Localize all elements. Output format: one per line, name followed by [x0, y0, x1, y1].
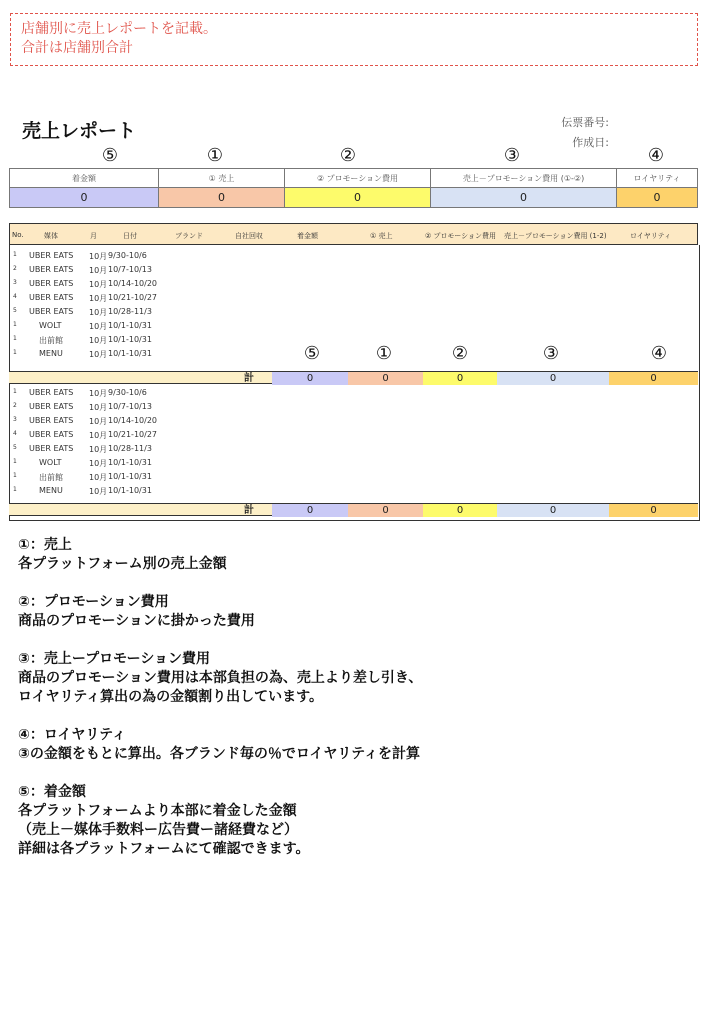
total2-promotion: 0 — [423, 504, 497, 517]
row-no: 1 — [13, 349, 17, 356]
row-month: 10月 — [89, 294, 108, 303]
row-date: 10/1-10/31 — [108, 349, 152, 358]
summary-marker-1: ① — [206, 145, 224, 166]
table-row — [9, 277, 698, 290]
row-date: 9/30-10/6 — [108, 388, 147, 397]
table-row — [9, 442, 698, 455]
row-no: 1 — [13, 335, 17, 342]
row-no: 1 — [13, 472, 17, 479]
row-month: 10月 — [89, 389, 108, 398]
row-month: 10月 — [89, 487, 108, 496]
row-no: 3 — [13, 279, 17, 286]
row-media: UBER EATS — [29, 402, 74, 411]
row-date: 10/7-10/13 — [108, 265, 152, 274]
table-row — [9, 305, 698, 318]
table-row — [9, 470, 698, 483]
row-media: UBER EATS — [29, 251, 74, 260]
row-month: 10月 — [89, 431, 108, 440]
row-date: 10/1-10/31 — [108, 321, 152, 330]
summary-table — [9, 168, 698, 208]
row-media: WOLT — [39, 458, 62, 467]
legend-text: ③の金額をもとに算出。各ブランド毎の％でロイヤリティを計算 — [18, 746, 421, 762]
legend-item — [18, 783, 422, 859]
total1-deposit: 0 — [272, 372, 348, 385]
total1-royalty: 0 — [609, 372, 698, 385]
table-row — [9, 263, 698, 276]
legend-text: 詳細は各プラットフォームにて確認できます。 — [18, 841, 310, 857]
col-month: 月 — [90, 232, 97, 240]
legend-heading: ⑤：着金額 — [18, 784, 86, 800]
total2-sales: 0 — [348, 504, 423, 517]
total1-sales: 0 — [348, 372, 423, 385]
table-row — [9, 333, 698, 346]
row-date: 10/21-10/27 — [108, 293, 157, 302]
row-media: 出前館 — [39, 336, 63, 345]
row-no: 3 — [13, 416, 17, 423]
row-date: 10/7-10/13 — [108, 402, 152, 411]
row-media: UBER EATS — [29, 279, 74, 288]
row-date: 10/28-11/3 — [108, 307, 152, 316]
row-no: 1 — [13, 486, 17, 493]
total-label-1: 計 — [244, 373, 254, 384]
summary-value-net: 0 — [431, 188, 617, 208]
table-row — [9, 456, 698, 469]
summary-marker-4: ④ — [647, 145, 665, 166]
row-month: 10月 — [89, 445, 108, 454]
row-no: 1 — [13, 458, 17, 465]
row-month: 10月 — [89, 403, 108, 412]
col-net: 売上－プロモーション費用 (1-2) — [504, 232, 607, 240]
summary-marker-5: ⑤ — [101, 145, 119, 166]
row-date: 10/21-10/27 — [108, 430, 157, 439]
row-month: 10月 — [89, 350, 108, 359]
row-no: 5 — [13, 444, 17, 451]
row-date: 10/28-11/3 — [108, 444, 152, 453]
row-date: 10/1-10/31 — [108, 335, 152, 344]
row-date: 10/14-10/20 — [108, 416, 157, 425]
row-month: 10月 — [89, 459, 108, 468]
legend-item — [18, 726, 422, 764]
row-no: 2 — [13, 402, 17, 409]
row-no: 1 — [13, 321, 17, 328]
row-media: MENU — [39, 486, 63, 495]
legend-heading: ④：ロイヤリティ — [18, 727, 127, 743]
detail-table-header — [9, 223, 698, 245]
report-title: 売上レポート — [22, 120, 137, 142]
row-media: UBER EATS — [29, 388, 74, 397]
legend-text: 各プラットフォーム別の売上金額 — [18, 556, 227, 572]
row-date: 10/1-10/31 — [108, 472, 152, 481]
detail-marker-5: ⑤ — [303, 343, 321, 364]
row-media: 出前館 — [39, 473, 63, 482]
table-row — [9, 428, 698, 441]
detail-marker-3: ③ — [542, 343, 560, 364]
total2-net: 0 — [497, 504, 609, 517]
summary-value-sales: 0 — [159, 188, 285, 208]
legend-item — [18, 650, 422, 707]
col-deposit: 着金額 — [297, 232, 318, 240]
total-label-2: 計 — [244, 505, 254, 516]
total2-deposit: 0 — [272, 504, 348, 517]
legend-notes — [18, 536, 422, 878]
summary-header-deposit: 着金額 — [10, 169, 159, 188]
row-month: 10月 — [89, 252, 108, 261]
col-media: 媒体 — [44, 232, 58, 240]
row-month: 10月 — [89, 473, 108, 482]
summary-header-net: 売上－プロモーション費用 (①-②) — [431, 169, 617, 188]
slip-number-label: 伝票番号: — [561, 116, 609, 129]
table-row — [9, 484, 698, 497]
row-month: 10月 — [89, 280, 108, 289]
legend-text: 各プラットフォームより本部に着金した金額 — [18, 803, 297, 819]
detail-marker-2: ② — [451, 343, 469, 364]
legend-heading: ③：売上ープロモーション費用 — [18, 651, 211, 667]
row-month: 10月 — [89, 266, 108, 275]
created-date-label: 作成日: — [572, 136, 609, 149]
total2-royalty: 0 — [609, 504, 698, 517]
row-media: UBER EATS — [29, 307, 74, 316]
detail-marker-1: ① — [375, 343, 393, 364]
row-media: WOLT — [39, 321, 62, 330]
row-no: 4 — [13, 430, 17, 437]
col-sales: ① 売上 — [370, 232, 393, 240]
row-month: 10月 — [89, 417, 108, 426]
detail-marker-4: ④ — [650, 343, 668, 364]
row-date: 10/14-10/20 — [108, 279, 157, 288]
summary-header-sales: ① 売上 — [159, 169, 285, 188]
table-row — [9, 319, 698, 332]
table-row — [9, 291, 698, 304]
col-no: No. — [12, 231, 24, 239]
legend-text: （売上－媒体手数料ー広告費ー諸経費など） — [18, 822, 298, 838]
summary-marker-3: ③ — [503, 145, 521, 166]
table-row — [9, 249, 698, 262]
row-month: 10月 — [89, 322, 108, 331]
table-row — [9, 347, 698, 360]
row-media: UBER EATS — [29, 265, 74, 274]
row-month: 10月 — [89, 308, 108, 317]
row-no: 5 — [13, 307, 17, 314]
legend-text: 商品のプロモーションに掛かった費用 — [18, 613, 255, 629]
legend-heading: ②：プロモーション費用 — [18, 594, 169, 610]
row-no: 1 — [13, 251, 17, 258]
legend-text: ロイヤリティ算出の為の金額割り出しています。 — [18, 689, 324, 705]
col-royalty: ロイヤリティ — [630, 232, 672, 240]
legend-item — [18, 536, 422, 574]
note-line-1: 店舗別に売上レポートを記載。 — [21, 21, 217, 37]
summary-header-royalty: ロイヤリティ — [617, 169, 698, 188]
total-row-1 — [9, 371, 698, 384]
row-date: 10/1-10/31 — [108, 458, 152, 467]
col-self-collect: 自社回収 — [235, 232, 263, 240]
col-promotion: ② プロモーション費用 — [425, 232, 496, 240]
row-date: 9/30-10/6 — [108, 251, 147, 260]
row-media: UBER EATS — [29, 416, 74, 425]
note-line-2: 合計は店舗別合計 — [21, 40, 133, 56]
col-brand: ブランド — [175, 232, 203, 240]
row-media: UBER EATS — [29, 430, 74, 439]
legend-item — [18, 593, 422, 631]
row-no: 4 — [13, 293, 17, 300]
summary-marker-2: ② — [339, 145, 357, 166]
row-date: 10/1-10/31 — [108, 486, 152, 495]
table-row — [9, 386, 698, 399]
col-date: 日付 — [123, 232, 137, 240]
table-row — [9, 414, 698, 427]
row-media: UBER EATS — [29, 444, 74, 453]
summary-value-royalty: 0 — [617, 188, 698, 208]
summary-value-deposit: 0 — [10, 188, 159, 208]
row-no: 2 — [13, 265, 17, 272]
row-media: MENU — [39, 349, 63, 358]
summary-header-promotion: ② プロモーション費用 — [285, 169, 431, 188]
row-no: 1 — [13, 388, 17, 395]
row-media: UBER EATS — [29, 293, 74, 302]
table-row — [9, 400, 698, 413]
instruction-note — [10, 13, 698, 66]
total1-promotion: 0 — [423, 372, 497, 385]
total1-net: 0 — [497, 372, 609, 385]
total-row-2 — [9, 503, 698, 516]
legend-text: 商品のプロモーション費用は本部負担の為、売上より差し引き、 — [18, 670, 423, 686]
legend-heading: ①：売上 — [18, 537, 72, 553]
row-month: 10月 — [89, 336, 108, 345]
summary-value-promotion: 0 — [285, 188, 431, 208]
